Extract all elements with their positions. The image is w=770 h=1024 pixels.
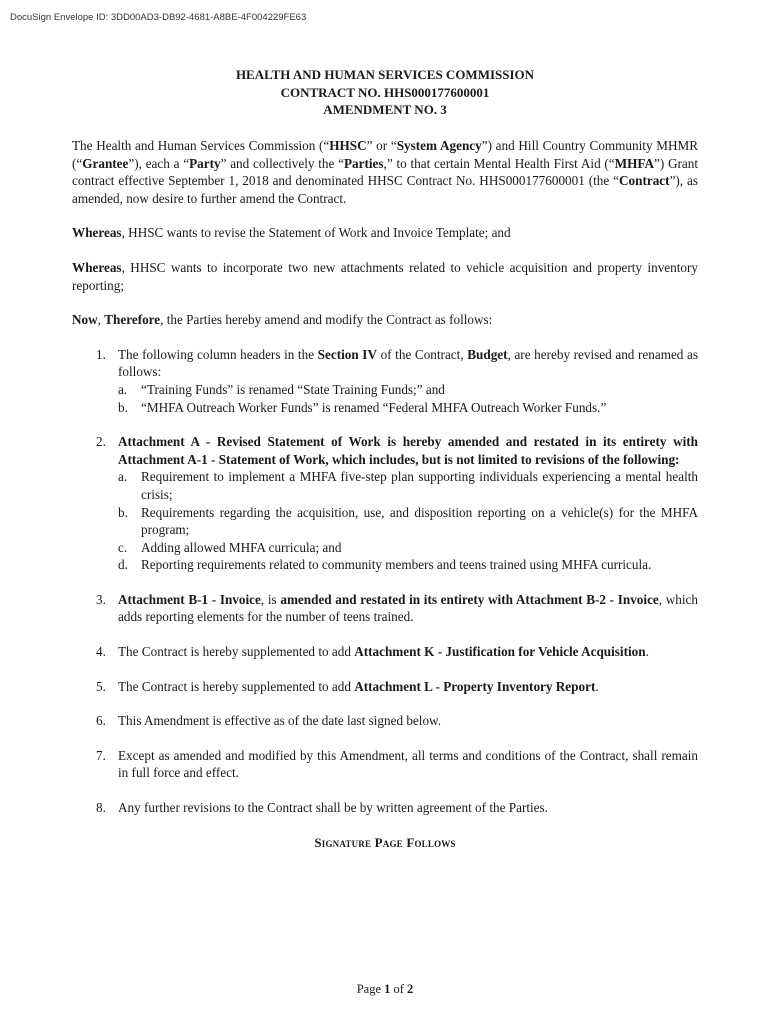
- header-title: HEALTH AND HUMAN SERVICES COMMISSION: [235, 67, 535, 82]
- now-therefore-paragraph: [72, 311, 698, 329]
- item-text: The following column headers in the: [118, 346, 318, 362]
- intro-bold-term: Parties: [344, 155, 384, 171]
- intro-bold-term: Party: [189, 155, 221, 171]
- sub-item: [118, 556, 698, 574]
- sub-item-text: Requirements regarding the acquisition, use, and disposition reporting on a vehicle(s) for the MHFA program;: [141, 504, 698, 538]
- intro-bold-term: Grantee: [82, 155, 129, 171]
- amendment-item-1: [72, 346, 698, 416]
- intro-text: ”) Grant contract effective September 1, 2018 and denominated HHSC Contract No. HHS000177600001 (the “: [72, 155, 699, 189]
- intro-text: ” or “: [366, 138, 397, 153]
- amendment-item-3: [72, 591, 698, 626]
- item-number: 4.: [96, 644, 106, 660]
- item-text: The Contract is hereby supplemented to add: [118, 678, 355, 694]
- intro-bold-term: System Agency: [396, 138, 482, 153]
- item-bold-text: Section IV: [317, 346, 377, 362]
- sub-list: [118, 381, 698, 416]
- sub-item-text: “MHFA Outreach Worker Funds” is renamed “Federal MHFA Outreach Worker Funds.”: [141, 399, 607, 415]
- envelope-id: DocuSign Envelope ID: 3DD00AD3-DB92-4681-A8BE-4F004229FE63: [10, 12, 307, 23]
- amendment-item-4: [72, 643, 698, 661]
- sub-item-text: Requirement to implement a MHFA five-step plan supporting individuals experiencing a mental health crisis;: [141, 469, 698, 502]
- sub-item-text: “Training Funds” is renamed “State Training Funds;” and: [141, 381, 445, 397]
- item-text: The Contract is hereby supplemented to add: [118, 644, 355, 660]
- intro-bold-term: HHSC: [329, 138, 367, 153]
- item-bold-text: Budget: [467, 346, 508, 362]
- intro-text: ”), each a “: [128, 155, 190, 171]
- signature-page-follows: Signature Page Follows: [314, 834, 456, 850]
- page-label: Page: [356, 982, 385, 996]
- whereas-text: , HHSC wants to incorporate two new attachments related to vehicle acquisition and property inventory reporting;: [72, 259, 698, 293]
- sub-item-text: Adding allowed MHFA curricula; and: [141, 539, 342, 555]
- item-bold-text: Attachment L - Property Inventory Report: [354, 678, 596, 694]
- item-text: , which adds reporting elements for the number of teens trained.: [118, 591, 698, 625]
- amendment-item-8: [72, 799, 698, 817]
- intro-text: ”) and Hill Country Community MHMR (“: [72, 138, 698, 171]
- header-amendment-number: AMENDMENT NO. 3: [323, 102, 447, 117]
- sub-item: [118, 504, 698, 539]
- sub-item: [118, 399, 698, 417]
- item-text: This Amendment is effective as of the date last signed below.: [118, 713, 442, 729]
- item-text: Except as amended and modified by this Amendment, all terms and conditions of the Contract, shall remain in full force and effect.: [118, 747, 698, 781]
- total-pages: 2: [407, 982, 414, 996]
- sub-list: [118, 468, 698, 574]
- whereas-text: , HHSC wants to revise the Statement of Work and Invoice Template; and: [121, 225, 511, 241]
- whereas-label: Whereas: [72, 259, 122, 275]
- intro-text: ”), as amended, now desire to further amend the Contract.: [72, 173, 698, 206]
- sub-item-letter: b.: [118, 399, 128, 415]
- sub-item-letter: a.: [118, 469, 128, 485]
- item-number: 8.: [96, 800, 106, 816]
- amendment-item-2: [72, 433, 698, 574]
- item-number: 5.: [96, 678, 106, 694]
- amendment-item-7: [72, 747, 698, 782]
- sub-item-text: Reporting requirements related to community members and teens trained using MHFA curricula.: [141, 557, 652, 573]
- sub-item: [118, 381, 698, 399]
- sub-item-letter: a.: [118, 381, 128, 397]
- item-number: 1.: [96, 346, 106, 362]
- whereas-paragraph-1: [72, 224, 698, 242]
- sub-item-letter: d.: [118, 557, 128, 573]
- item-text: .: [595, 678, 599, 694]
- now-text: , the Parties hereby amend and modify the Contract as follows:: [160, 312, 493, 328]
- page-of-label: of: [390, 982, 408, 996]
- item-number: 6.: [96, 713, 106, 729]
- item-text: , is: [260, 591, 281, 607]
- amendment-item-6: [72, 712, 698, 730]
- item-bold-text: amended and restated in its entirety with Attachment B-2 - Invoice: [280, 591, 659, 607]
- whereas-label: Whereas: [72, 225, 122, 241]
- page-number: [0, 982, 770, 997]
- intro-paragraph: [72, 137, 698, 207]
- sub-item-letter: b.: [118, 504, 128, 520]
- now-label: Now: [72, 312, 98, 328]
- amendment-list: [72, 346, 698, 817]
- intro-text: ,” to that certain Mental Health First Aid (“: [383, 155, 615, 171]
- item-number: 2.: [96, 434, 106, 450]
- sub-item-letter: c.: [118, 539, 128, 555]
- item-text: Any further revisions to the Contract shall be by written agreement of the Parties.: [118, 800, 548, 816]
- current-page: 1: [384, 982, 391, 996]
- whereas-paragraph-2: [72, 259, 698, 294]
- item-text: .: [645, 644, 649, 660]
- item-bold-text: Attachment K - Justification for Vehicle Acquisition: [354, 644, 646, 660]
- item-number: 7.: [96, 747, 106, 763]
- item-bold-text: Attachment A - Revised Statement of Work is hereby amended and restated in its entirety with Attachment A-1 - Statement of Work, which includes, but is not limited to revisions of the following:: [118, 434, 698, 467]
- intro-text: ” and collectively the “: [220, 155, 344, 171]
- intro-bold-term: MHFA: [614, 155, 654, 171]
- sub-item: [118, 539, 698, 557]
- now-text: ,: [97, 312, 105, 328]
- item-text: of the Contract,: [376, 346, 468, 362]
- document-body: [72, 137, 698, 851]
- item-bold-text: Attachment B-1 - Invoice: [118, 591, 261, 607]
- intro-text: The Health and Human Services Commission (“: [72, 138, 330, 153]
- amendment-item-5: [72, 678, 698, 696]
- item-text: , are hereby revised and renamed as follows:: [118, 346, 699, 380]
- sub-item: [118, 468, 698, 503]
- intro-bold-term: Contract: [619, 173, 670, 189]
- therefore-label: Therefore: [104, 312, 161, 328]
- document-header: [0, 66, 770, 119]
- item-number: 3.: [96, 591, 106, 607]
- header-contract-number: CONTRACT NO. HHS000177600001: [280, 84, 490, 100]
